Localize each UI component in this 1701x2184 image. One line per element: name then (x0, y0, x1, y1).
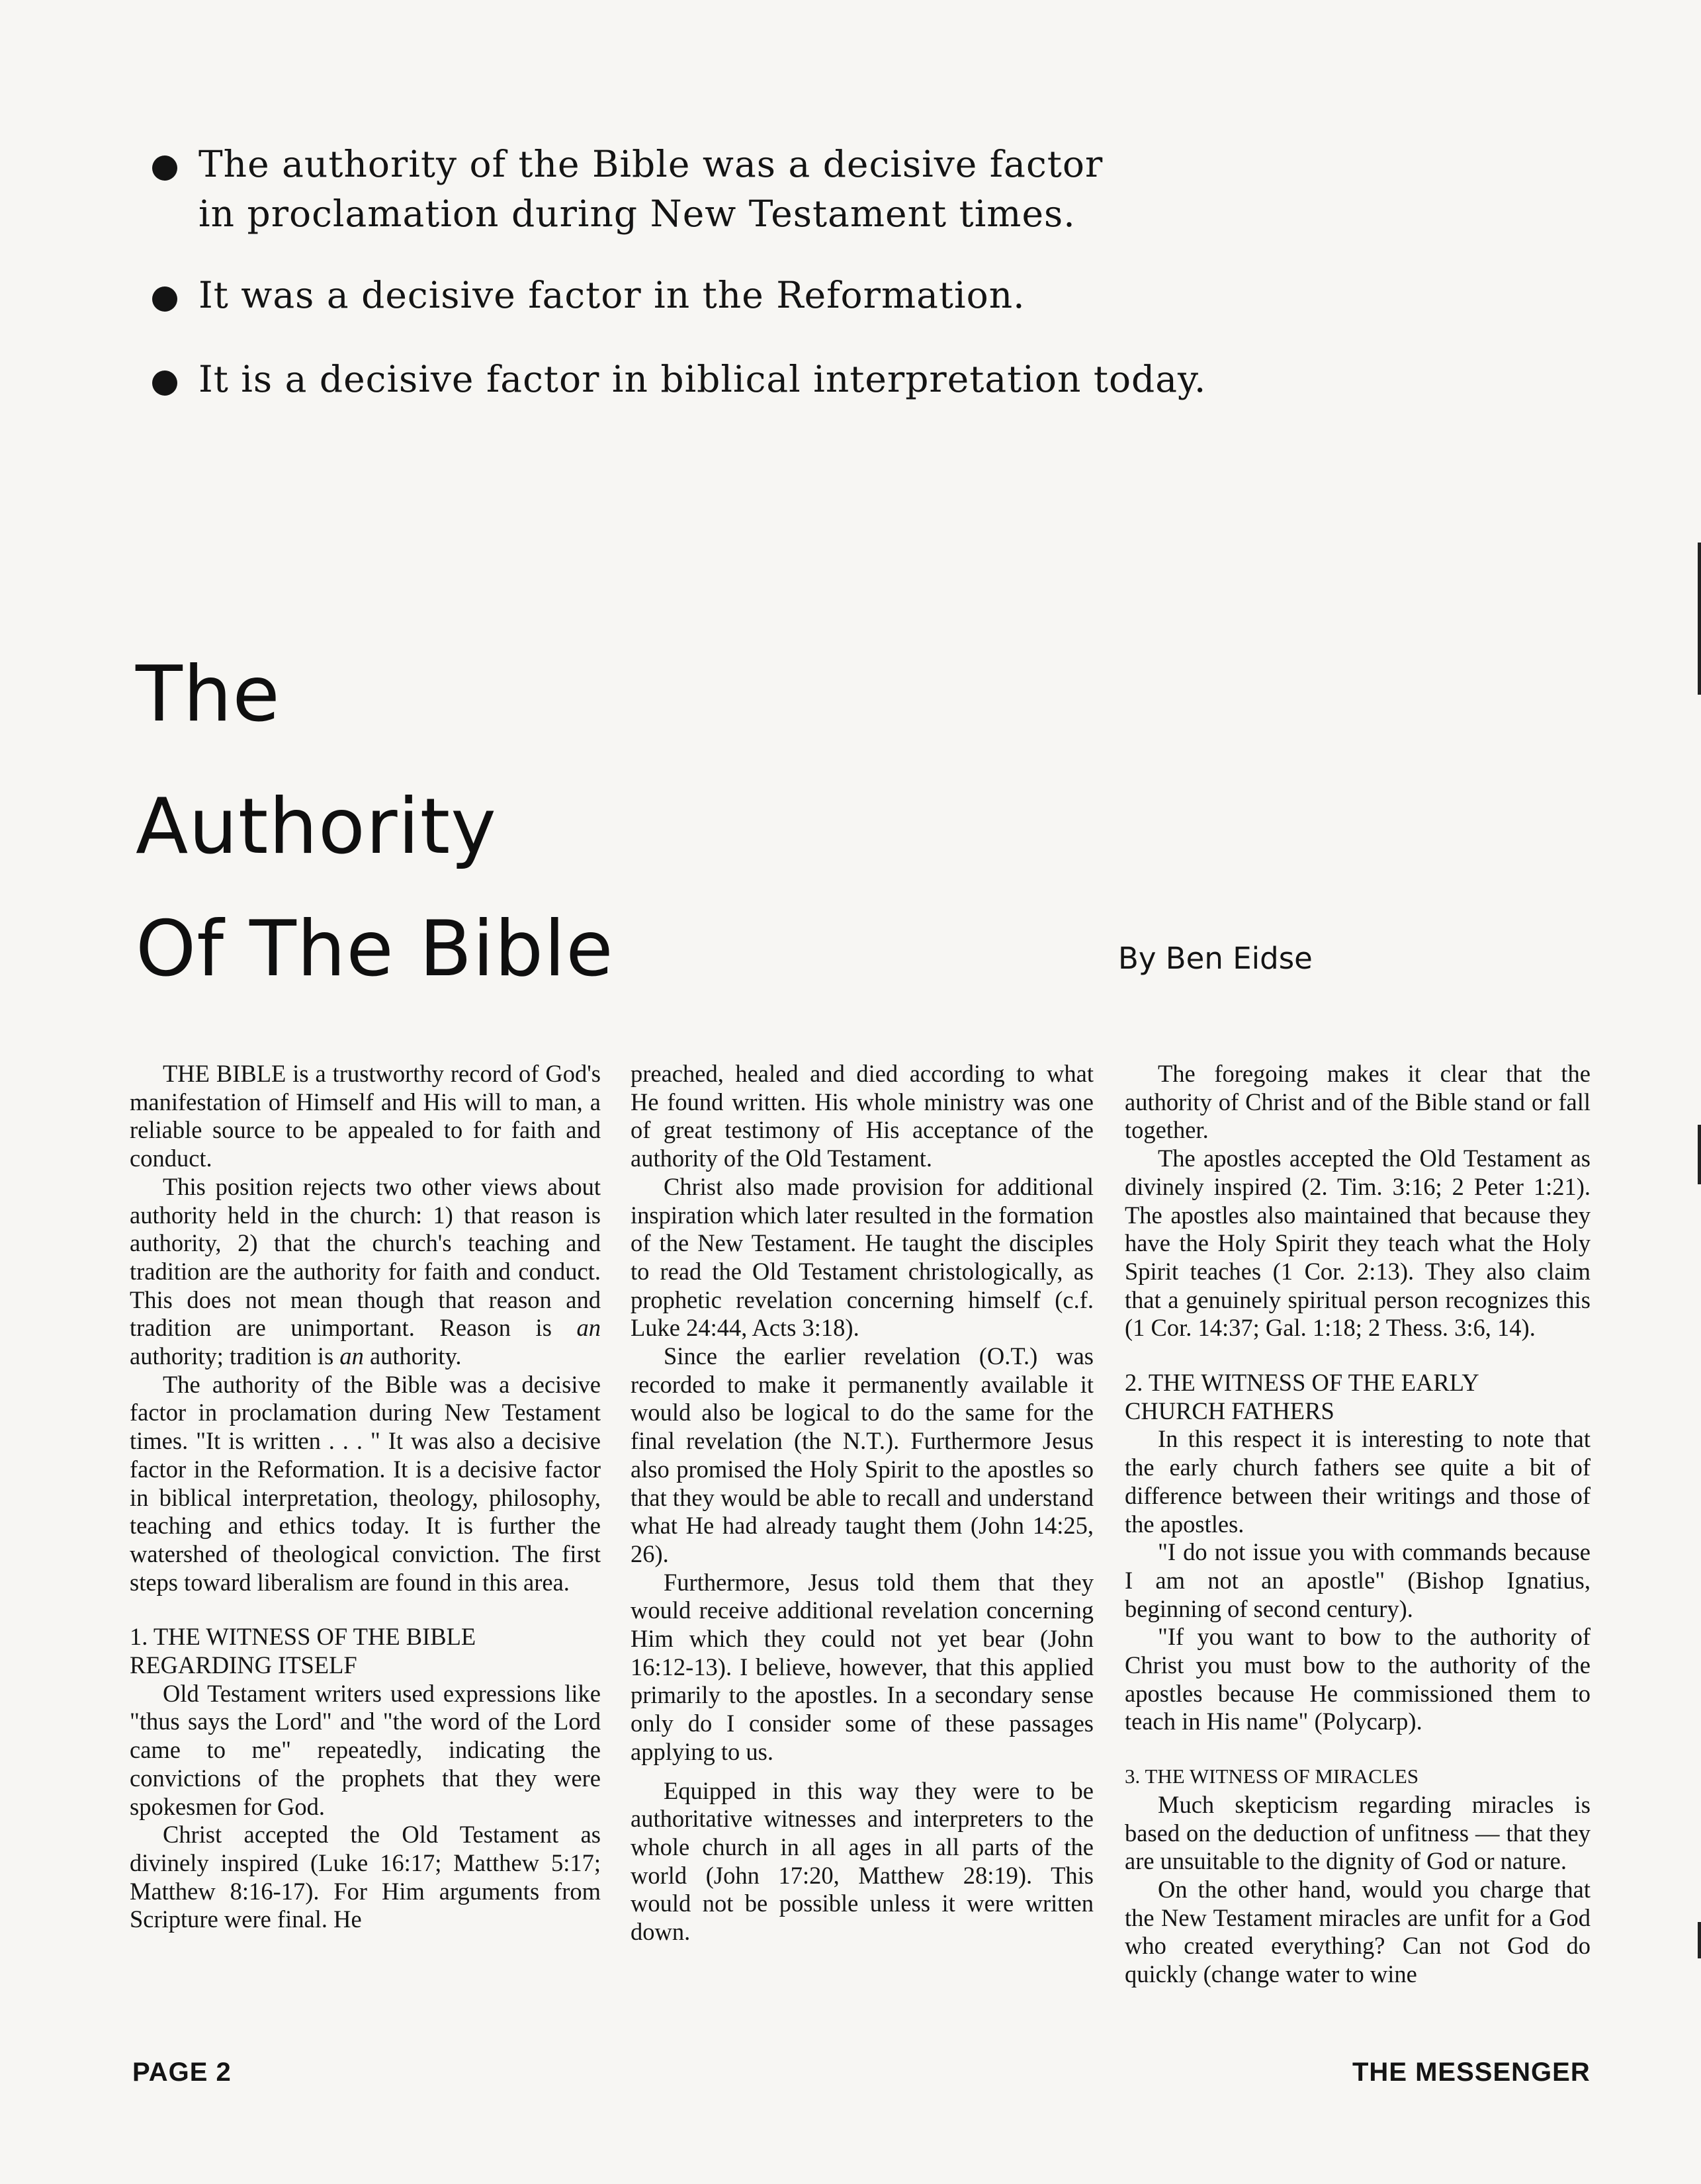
section-heading-2b: CHURCH FATHERS (1125, 1397, 1334, 1424)
bullet-text-1b: in proclamation during New Testament times. (198, 193, 1076, 235)
emphasis: an (339, 1342, 364, 1370)
article-title-line-1: The (136, 650, 281, 739)
bullet-text-2: It was a decisive factor in the Reformation. (198, 274, 1025, 316)
bullet-dot-icon (152, 286, 177, 312)
byline: By Ben Eidse (1118, 941, 1313, 976)
paragraph: THE BIBLE is a trustworthy record of God's manifestation of Himself and His will to man, a reliable source to be appealed to for faith and conduct. (130, 1060, 601, 1172)
section-heading-1a: 1. THE WITNESS OF THE BIBLE (130, 1623, 476, 1651)
paragraph: The foregoing makes it clear that the authority of Christ and of the Bible stand or fall together. (1125, 1060, 1591, 1144)
scan-edge-mark (1698, 543, 1701, 695)
section-heading-3: 3. THE WITNESS OF MIRACLES (1125, 1765, 1419, 1788)
publication-name: THE MESSENGER (1352, 2058, 1591, 2087)
paragraph (130, 1173, 601, 1371)
paragraph: Christ also made provision for additional inspiration which later resulted in the formation of the New Testament. He taught the disciples to read the Old Testament christologically, as prophetic revelation concerning himself (c.f. Luke 24:44, Acts 3:18). (631, 1172, 1094, 1342)
emphasis: an (576, 1314, 601, 1342)
scan-edge-mark (1698, 1125, 1701, 1184)
text-run: authority. (363, 1342, 462, 1370)
text-column-2 (631, 1060, 1094, 1946)
paragraph: Much skepticism regarding miracles is based on the deduction of unfitness — that they are unsuitable to the dignity of God or nature. (1125, 1790, 1591, 1875)
bullet-dot-icon (152, 155, 177, 181)
paragraph: The apostles accepted the Old Testament as divinely inspired (2. Tim. 3:16; 2 Peter 1:21). The apostles also maintained that because they have the Holy Spirit they teach what the Holy Spirit teaches (1 Cor. 2:13). They also claim that a genuinely spiritual person recognizes this (1 Cor. 14:37; Gal. 1:18; 2 Thess. 3:6, 14). (1125, 1145, 1591, 1342)
paragraph: On the other hand, would you charge that the New Testament miracles are unfit for a God who created everything? Can not God do quickly (change water to wine (1125, 1875, 1591, 1988)
text-column-3 (1125, 1060, 1591, 1989)
section-heading-1b: REGARDING ITSELF (130, 1651, 357, 1679)
bullet-text-3: It is a decisive factor in biblical interpretation today. (198, 358, 1207, 400)
text-run: This position rejects two other views about authority held in the church: 1) that reason is authority, 2) that the church's teaching and tradition are the authority for faith and conduct. This does not mean though that reason and tradition are unimportant. Reason is (130, 1172, 601, 1342)
bullet-dot-icon (152, 371, 177, 396)
paragraph: Equipped in this way they were to be authoritative witnesses and interpreters to the whole church in all ages in all parts of the world (John 17:20, Matthew 28:19). This would not be possible unless it were written down. (631, 1776, 1094, 1946)
paragraph: Since the earlier revelation (O.T.) was recorded to make it permanently available it would also be logical to do the same for the final revelation (the N.T.). Furthermore Jesus also promised the Holy Spirit to the apostles so that they would be able to recall and understand what He had already taught them (John 14:25, 26). (631, 1342, 1094, 1567)
article-title-line-2: Authority (136, 782, 497, 871)
paragraph: The authority of the Bible was a decisive factor in proclamation during New Testament times. "It is written . . . " It was also a decisive factor in the Reformation. It is a decisive factor in biblical interpretation, theology, philosophy, teaching and ethics today. It is further the watershed of theological conviction. The first steps toward liberalism are found in this area. (130, 1370, 601, 1596)
text-run: authority; tradition is (130, 1342, 340, 1370)
paragraph: "I do not issue you with commands because I am not an apostle" (Bishop Ignatius, beginning of second century). (1125, 1538, 1591, 1622)
text-column-1 (130, 1060, 601, 1934)
paragraph: Christ accepted the Old Testament as divinely inspired (Luke 16:17; Matthew 5:17; Matthew 8:16-17). For Him arguments from Scripture were final. He (130, 1821, 601, 1933)
paragraph: Old Testament writers used expressions like "thus says the Lord" and "the word of the Lord came to me" repeatedly, indicating the convictions of the prophets that they were spokesmen for God. (130, 1679, 601, 1820)
bullet-text-1a: The authority of the Bible was a decisive factor (198, 143, 1104, 185)
scan-edge-mark (1698, 1922, 1701, 1958)
paragraph: "If you want to bow to the authority of Christ you must bow to the authority of the apostles because He commissioned them to teach in His name" (Polycarp). (1125, 1623, 1591, 1735)
paragraph: In this respect it is interesting to note that the early church fathers see quite a bit of difference between their writings and those of the apostles. (1125, 1425, 1591, 1538)
section-heading-2a: 2. THE WITNESS OF THE EARLY (1125, 1369, 1479, 1397)
paragraph: preached, healed and died according to what He found written. His whole ministry was one of great testimony of His acceptance of the authority of the Old Testament. (631, 1060, 1094, 1172)
paragraph: Furthermore, Jesus told them that they would receive additional revelation concerning Him which they could not yet bear (John 16:12-13). I believe, however, that this applied primarily to the apostles. In a secondary sense only do I consider some of these passages applying to us. (631, 1568, 1094, 1765)
page-number: PAGE 2 (132, 2058, 232, 2087)
article-title-line-3: Of The Bible (136, 904, 614, 994)
